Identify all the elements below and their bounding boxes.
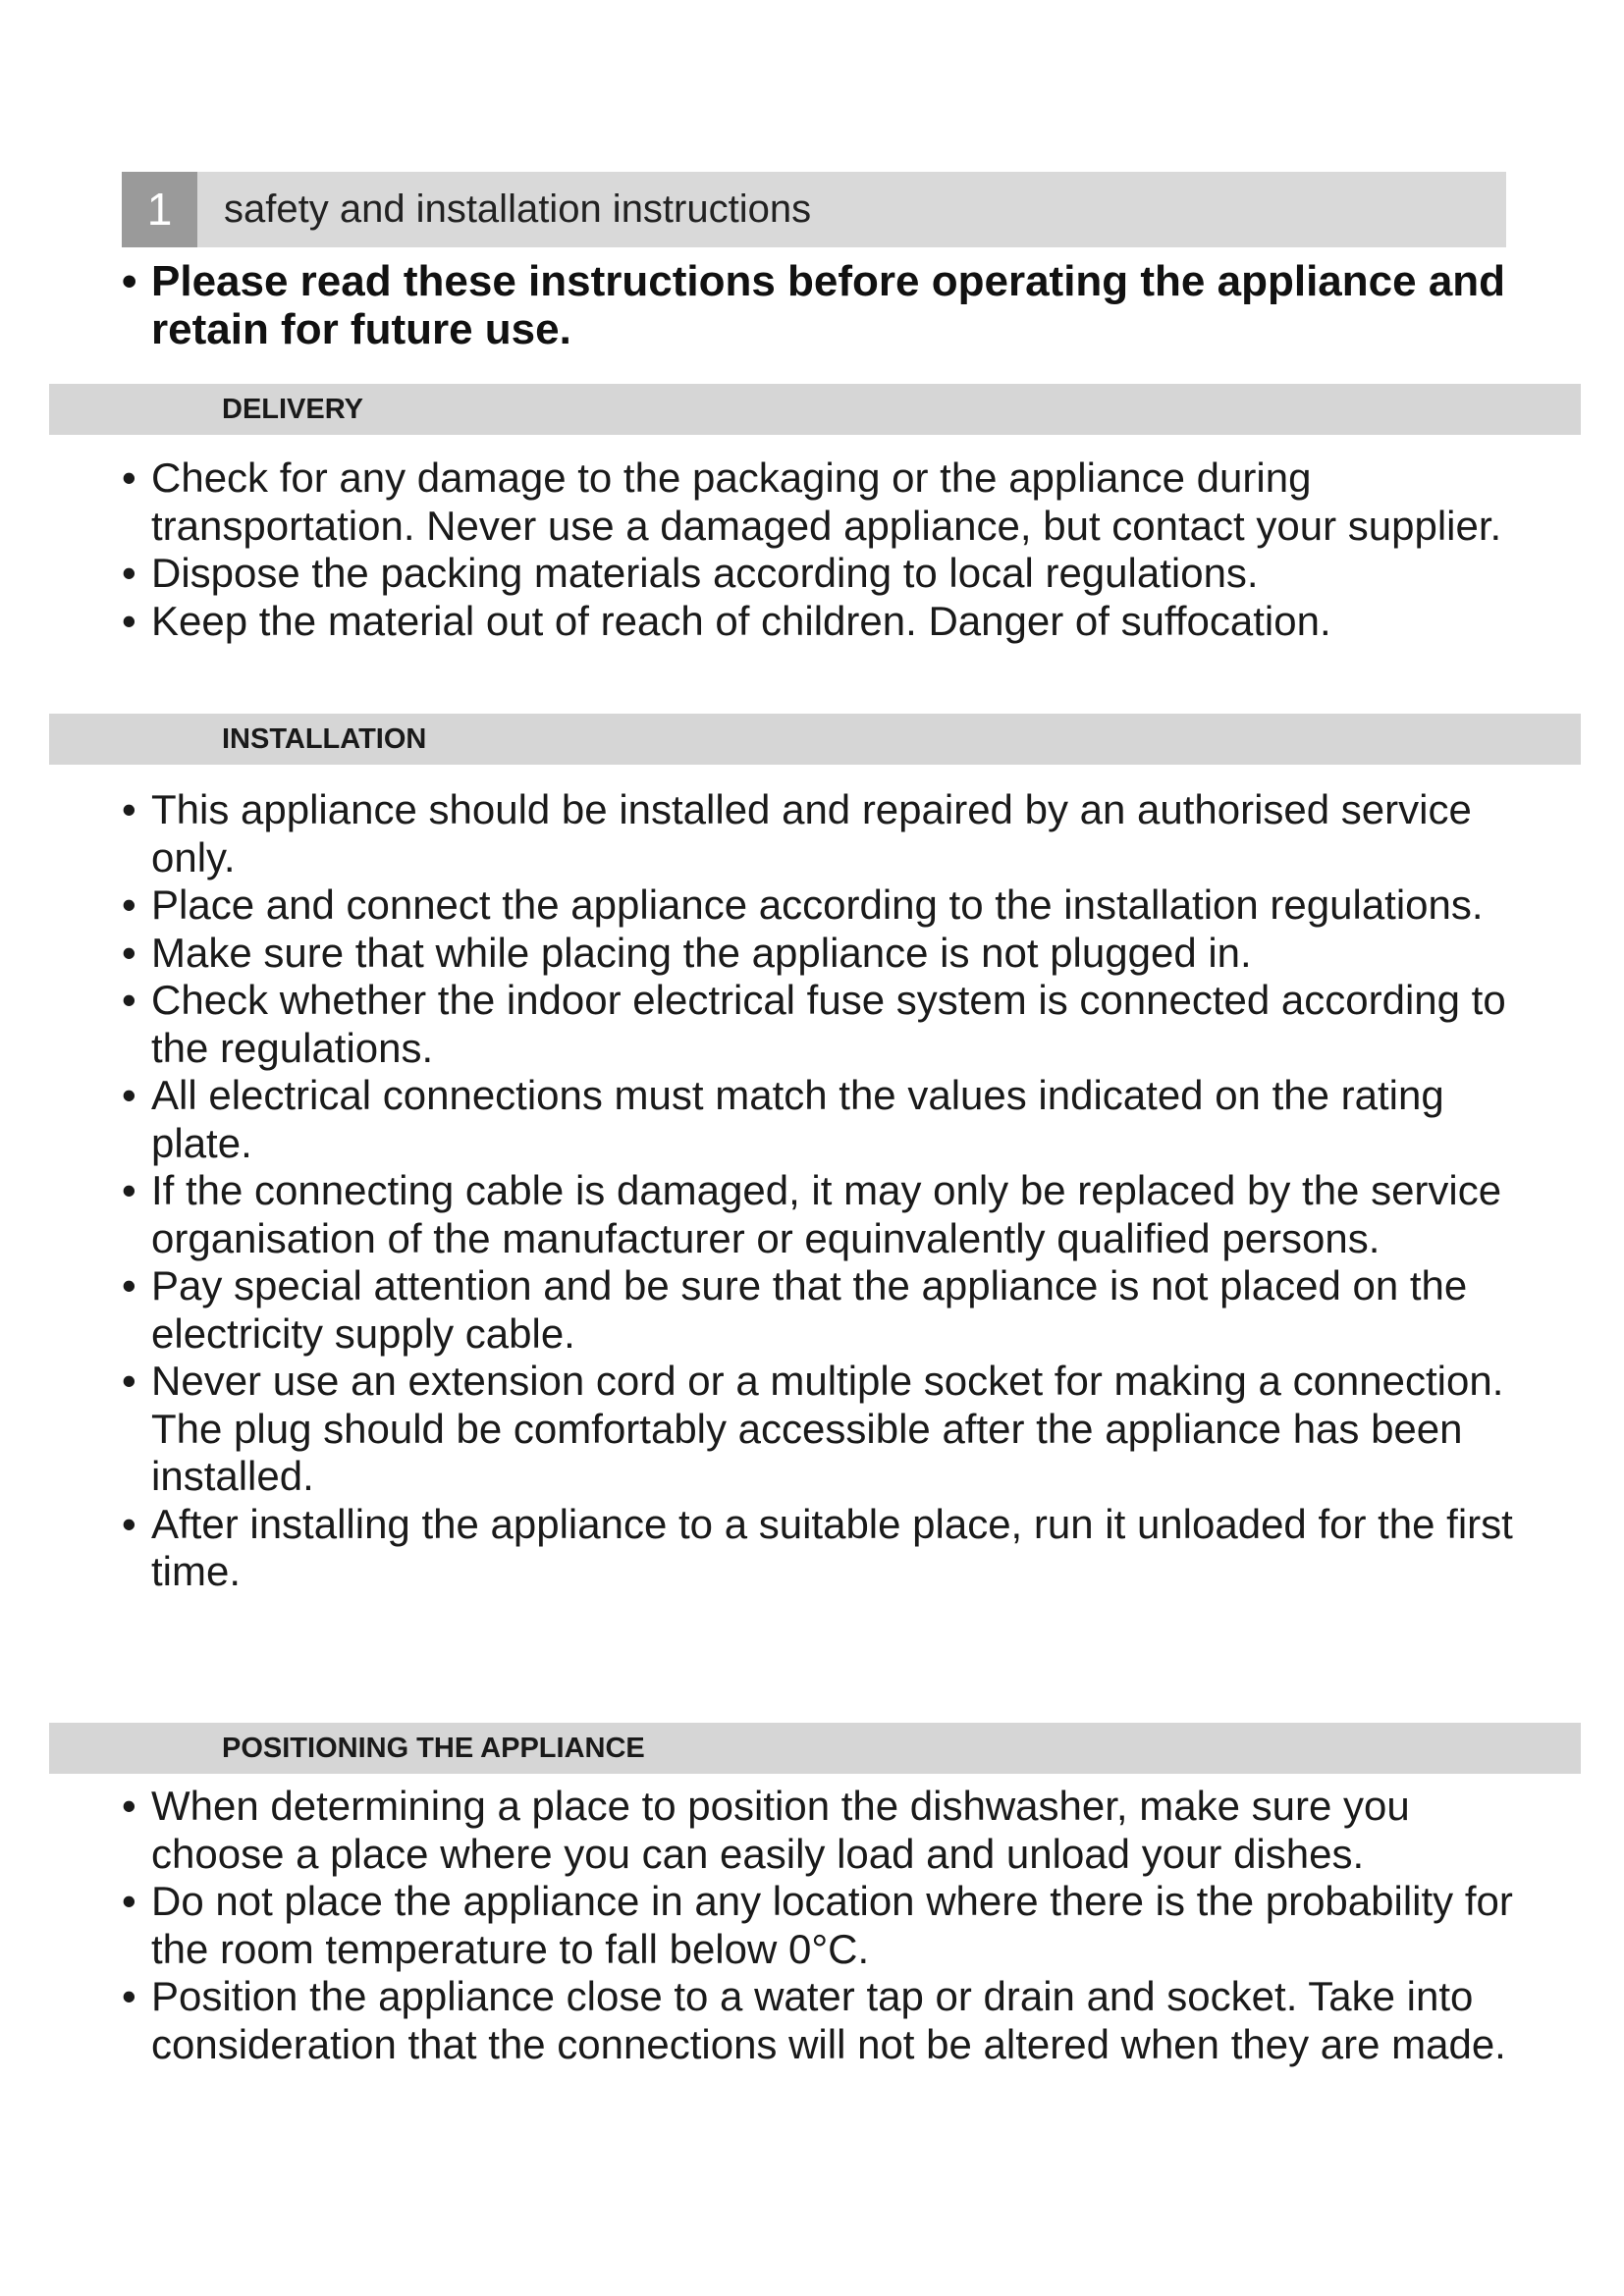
section-heading: INSTALLATION xyxy=(222,723,427,755)
list-item: • Never use an extension cord or a multiple socket for making a connection. The plug should be comfortably accessible after the appliance has been installed. xyxy=(122,1358,1516,1501)
positioning-list xyxy=(122,1783,1516,2068)
section-header-delivery xyxy=(49,384,1581,435)
chapter-header xyxy=(122,172,1506,247)
list-item: • Do not place the appliance in any location where there is the probability for the room temperature to fall below 0°C. xyxy=(122,1878,1516,1973)
list-item: • When determining a place to position the dishwasher, make sure you choose a place where you can easily load and unload your dishes. xyxy=(122,1783,1516,1878)
installation-list xyxy=(122,786,1516,1596)
list-item: • All electrical connections must match the values indicated on the rating plate. xyxy=(122,1072,1516,1167)
read-instructions-notice xyxy=(122,257,1516,353)
list-item: • Check whether the indoor electrical fuse system is connected according to the regulations. xyxy=(122,977,1516,1072)
bullet-icon: • xyxy=(122,257,137,305)
list-item: • Keep the material out of reach of children. Danger of suffocation. xyxy=(122,598,1516,646)
delivery-list xyxy=(122,454,1516,645)
list-item: • Place and connect the appliance according to the installation regulations. xyxy=(122,881,1516,930)
list-item: • This appliance should be installed and repaired by an authorised service only. xyxy=(122,786,1516,881)
section-header-positioning xyxy=(49,1723,1581,1774)
section-heading: POSITIONING THE APPLIANCE xyxy=(222,1733,645,1764)
notice-text: Please read these instructions before operating the appliance and retain for future use. xyxy=(151,257,1506,353)
chapter-title: safety and installation instructions xyxy=(224,187,812,231)
section-header-installation xyxy=(49,714,1581,765)
chapter-number: 1 xyxy=(122,172,197,247)
list-item: • Dispose the packing materials according to local regulations. xyxy=(122,550,1516,598)
list-item: • Make sure that while placing the appliance is not plugged in. xyxy=(122,930,1516,978)
list-item: • If the connecting cable is damaged, it may only be replaced by the service organisation of the manufacturer or equinvalently qualified persons. xyxy=(122,1167,1516,1262)
list-item: • Position the appliance close to a water tap or drain and socket. Take into consideration that the connections will not be altered when they are made. xyxy=(122,1973,1516,2068)
list-item: • Check for any damage to the packaging or the appliance during transportation. Never use a damaged appliance, but contact your supplier. xyxy=(122,454,1516,550)
list-item: • Pay special attention and be sure that the appliance is not placed on the electricity supply cable. xyxy=(122,1262,1516,1358)
list-item: • After installing the appliance to a suitable place, run it unloaded for the first time. xyxy=(122,1501,1516,1596)
section-heading: DELIVERY xyxy=(222,394,363,425)
